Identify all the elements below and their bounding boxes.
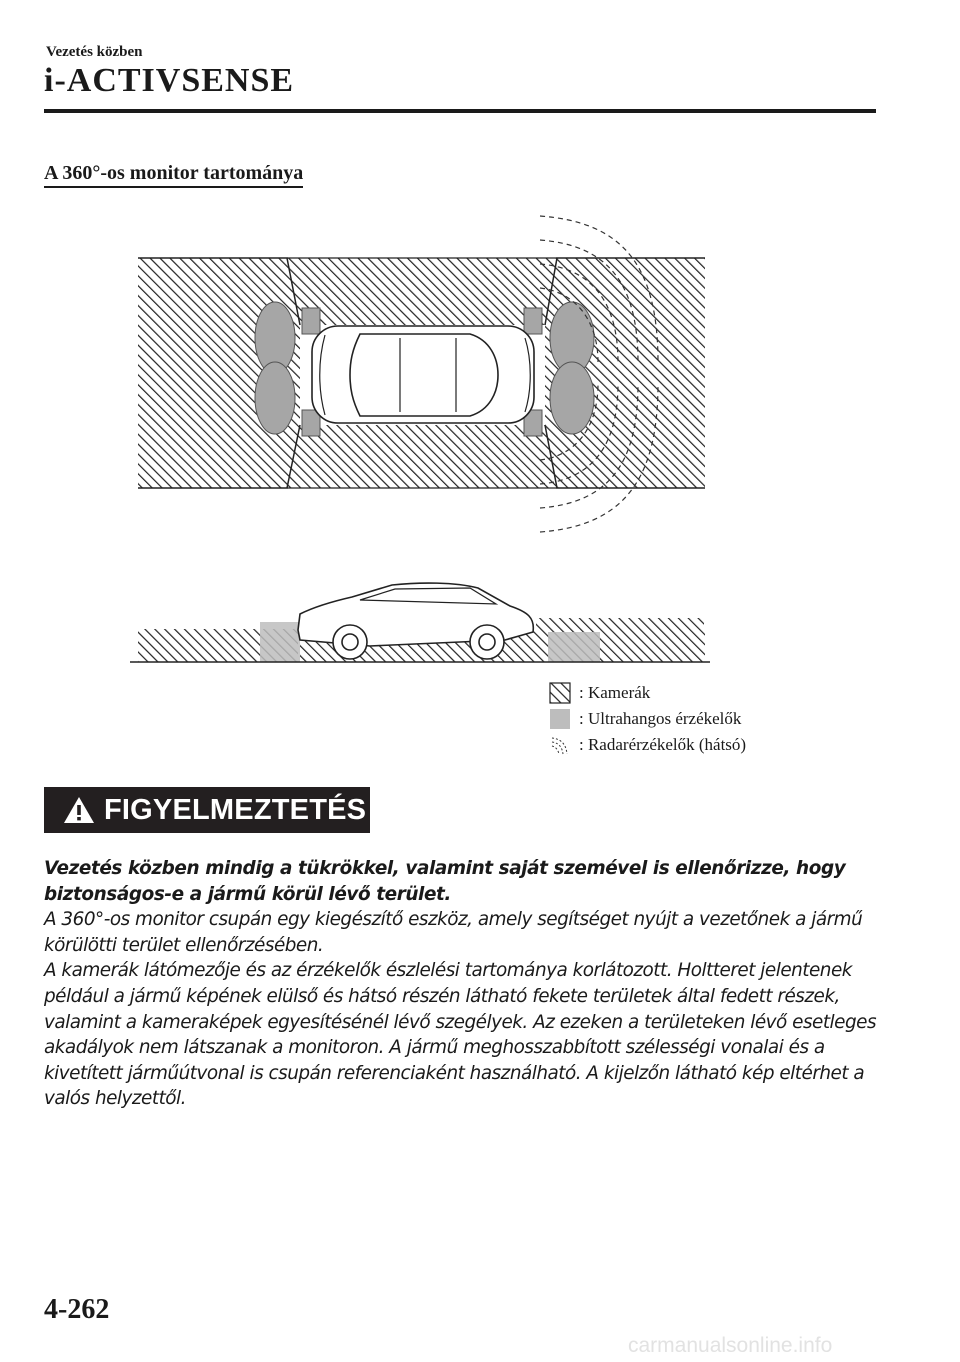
legend-item-camera — [549, 680, 746, 706]
legend — [549, 680, 746, 758]
warning-triangle-icon — [62, 795, 96, 825]
warning-bold-paragraph: Vezetés közben mindig a tükrökkel, valamint saját szemével is ellenőrizze, hogy biztonságos-e a jármű körül lévő terület. — [44, 858, 846, 905]
warning-body — [44, 856, 884, 1112]
legend-item-radar — [549, 732, 746, 758]
ultrasonic-side-rear — [260, 622, 300, 662]
legend-label-radar: : Radarérzékelők (hátsó) — [579, 735, 747, 754]
top-view-group — [138, 216, 705, 532]
hatched-square-icon — [549, 682, 571, 704]
page-number: 4-262 — [44, 1294, 110, 1325]
section-label: Vezetés közben — [46, 44, 143, 60]
legend-item-ultrasonic — [549, 706, 746, 732]
watermark: carmanualsonline.info — [628, 1334, 833, 1357]
warning-paragraph-2: A kamerák látómezője és az érzékelők észlelési tartománya korlátozott. Holtteret jelentenek például a jármű képének elülső és hátsó részén látható fekete területek által fedett részek, valamint a kameraképek egyesítésénél lévő szegélyek. Az ezeken a területeken lévő esetleges akadályok nem látszanak a monitoron. A jármű meghosszabbított szélességi vonalai és a kivetített járműútvonal is csupán referenciaként használható. A kijelzőn látható kép eltérhet a valós helyzettől. — [44, 960, 877, 1110]
gray-square-icon — [549, 708, 571, 730]
car-top-view — [312, 326, 534, 423]
warning-paragraph-1: A 360°-os monitor csupán egy kiegészítő eszköz, amely segítséget nyújt a vezetőnek a jármű körülötti terület ellenőrzésében. — [44, 909, 863, 956]
legend-label-camera: : Kamerák — [579, 683, 651, 702]
chapter-title: i-ACTIVSENSE — [44, 62, 295, 99]
warning-banner — [44, 787, 370, 833]
ultrasonic-side-front — [548, 632, 600, 662]
warning-title: FIGYELMEZTETÉS — [104, 793, 367, 826]
legend-label-ultrasonic: : Ultrahangos érzékelők — [579, 709, 742, 728]
subheading: A 360°-os monitor tartománya — [44, 162, 303, 188]
side-view-group — [130, 583, 710, 662]
dashed-arcs-icon — [549, 734, 571, 756]
